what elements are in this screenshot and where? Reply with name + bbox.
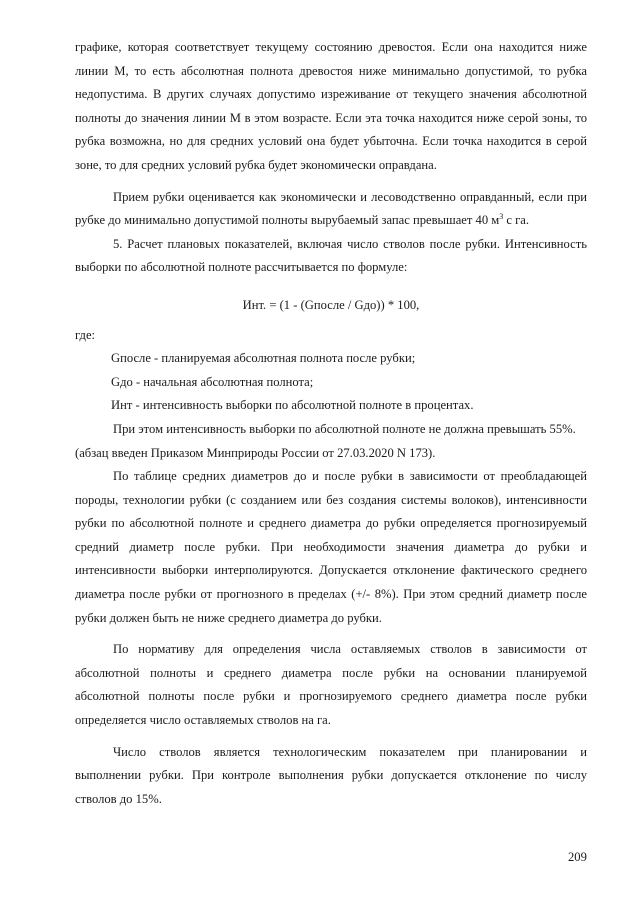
- paragraph-text: Прием рубки оценивается как экономически и лесоводственно оправданный, если при рубке до минимально допустимой полноты вырубаемый запас превышает 40 м: [75, 189, 587, 228]
- paragraph-stem-norm: По нормативу для определения числа оставляемых стволов в зависимости от абсолютной полноты и среднего диаметра после рубки на основании планируемой абсолютной полноты после рубки и прогнозируемого среднего диаметра после рубки определяется число оставляемых стволов на га.: [75, 642, 587, 728]
- document-body: [75, 36, 587, 811]
- paragraph-stem-count: Число стволов является технологическим показателем при планировании и выполнении рубки. При контроле выполнения рубки допускается отклонение по числу стволов до 15%.: [75, 744, 587, 806]
- paragraph-continuation: графике, которая соответствует текущему состоянию древостоя. Если она находится ниже линии М, то есть абсолютная полнота древостоя ниже минимально допустимой, то рубка недопустима. В других случаях допустимо изреживание от текущего значения абсолютной полноты до значения линии М в этом возрасте. Если эта точка находится ниже серой зоны, то рубка возможна, но для средних условий она будет убыточна. Если точка находится в серой зоне, то для средних условий рубка будет экономически оправдана.: [75, 40, 587, 172]
- definition-intensity: Инт - интенсивность выборки по абсолютной полноте в процентах.: [111, 398, 474, 413]
- paragraph-step-5: 5. Расчет плановых показателей, включая число стволов после рубки. Интенсивность выборки по абсолютной полноте рассчитывается по формуле:: [75, 236, 587, 275]
- where-label: где:: [75, 327, 96, 342]
- paragraph-diameter-table: По таблице средних диаметров до и после рубки в зависимости от преобладающей породы, технологии рубки (с созданием или без создания системы волоков), интенсивности рубки по абсолютной полноте и среднего диаметра до рубки определяется прогнозируемый средний диаметр после рубки. При необходимости значения диаметра до рубки и интенсивности выборки интерполируются. Допускается отклонение фактического среднего диаметра после рубки от прогнозного в пределах (+/- 8%). При этом средний диаметр после рубки должен быть не ниже среднего диаметра до рубки.: [75, 469, 587, 625]
- superscript: 3: [499, 211, 504, 221]
- paragraph-economic-justification: [75, 186, 587, 233]
- paragraph-intensity-limit: При этом интенсивность выборки по абсолютной полноте не должна превышать 55%.: [113, 421, 576, 436]
- paragraph-amendment-note: (абзац введен Приказом Минприроды России от 27.03.2020 N 173).: [75, 445, 436, 460]
- page-number: 209: [568, 850, 587, 864]
- paragraph-text-end: с га.: [503, 213, 530, 228]
- definition-g-before: Gдо - начальная абсолютная полнота;: [111, 374, 314, 389]
- definition-g-after: Gпосле - планируемая абсолютная полнота после рубки;: [111, 351, 416, 366]
- formula: Инт. = (1 - (Gпосле / Gдо)) * 100,: [242, 297, 420, 312]
